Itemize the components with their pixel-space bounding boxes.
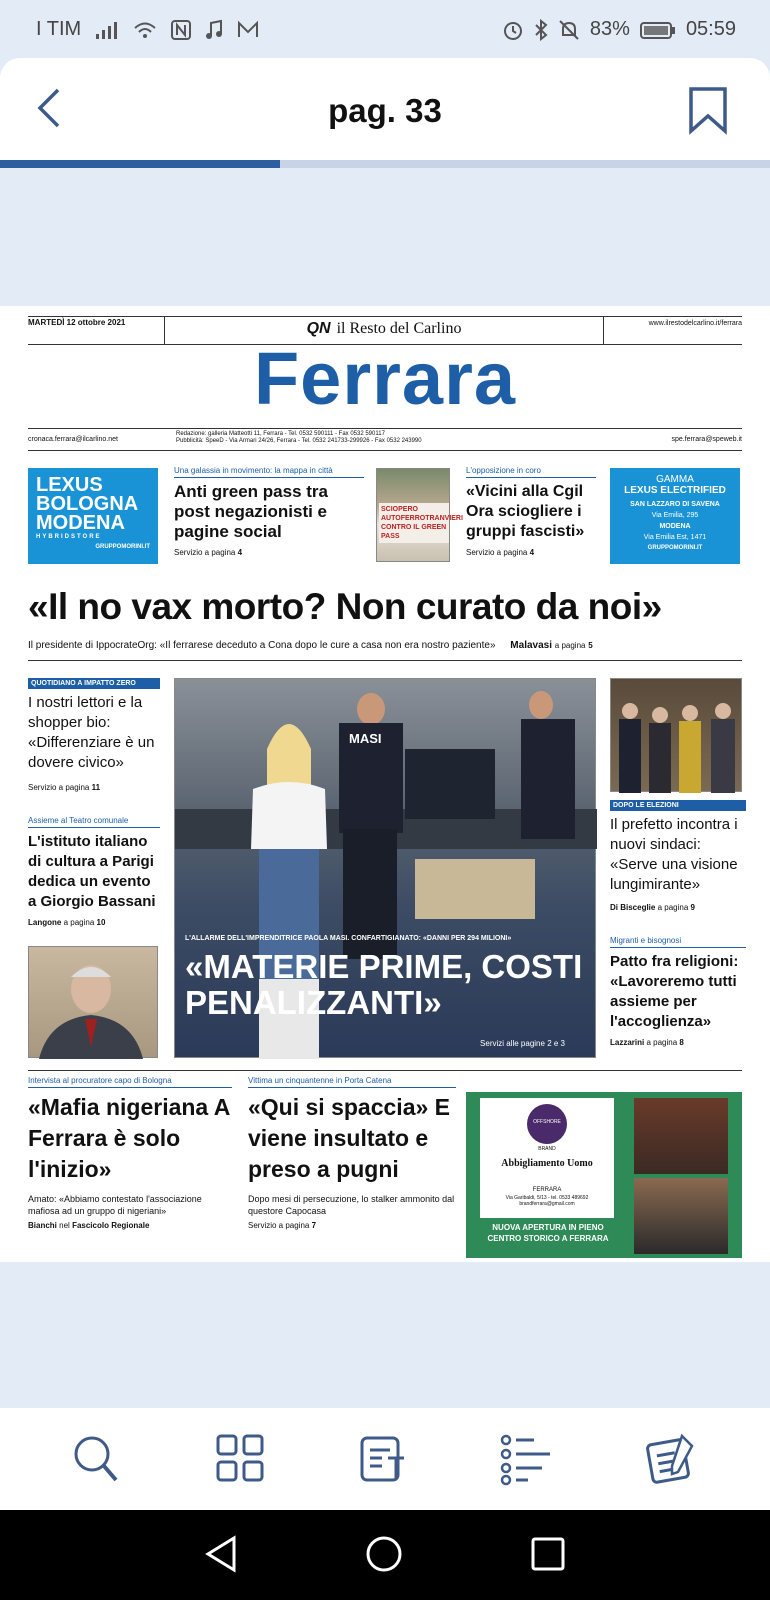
subhead-text: Il presidente di IppocrateOrg: «Il ferrarese deceduto a Cona dopo le cure a casa non era nostro paziente»: [28, 640, 496, 651]
ad-line: MODENA: [659, 523, 691, 530]
store-city: FERRARA: [532, 1187, 562, 1193]
ref-text: Servizio a pagina: [248, 1221, 310, 1230]
bottom-toolbar: [0, 1408, 770, 1510]
site-url: www.ilrestodelcarlino.it/ferrara: [648, 320, 742, 327]
divider: [28, 660, 742, 661]
offshore-ad[interactable]: [466, 1092, 742, 1258]
pubblicita-line: Pubblicità: SpeeD - Via Armari 24/26, Ferrara - Tel. 0532 241733-299926 - Fax 0532 243990: [176, 438, 422, 444]
story-cgil[interactable]: [466, 466, 596, 557]
qn-logo: QN: [306, 320, 331, 337]
story-subhead: Amato: «Abbiamo contestato l'associazione mafiosa ad un gruppo di nigeriani»: [28, 1194, 202, 1216]
ad-banner-text: NUOVA APERTURA IN PIENO CENTRO STORICO A FERRARA: [487, 1223, 609, 1243]
wifi-icon: [133, 20, 157, 40]
story-headline: «Vicini alla Cgil Ora sciogliere i gruppi fascisti»: [466, 483, 585, 540]
ref-text: a pagina: [554, 641, 586, 650]
redazione-line: Redazione: galleria Matteotti 11, Ferrara - Tel. 0532 590111 - Fax 0532 590117: [176, 431, 385, 437]
story-ref: [174, 548, 364, 557]
ref-page: 4: [529, 548, 535, 557]
contents-list-button[interactable]: [500, 1432, 552, 1486]
story-shopper-bio[interactable]: [28, 678, 160, 792]
list-icon: [500, 1432, 552, 1486]
prefetto-photo[interactable]: [610, 678, 742, 792]
alarm-icon: [502, 19, 524, 41]
recents-square-icon[interactable]: [528, 1534, 568, 1574]
photo-headline: «MATERIE PRIME, COSTI PENALIZZANTI»: [185, 948, 583, 1021]
story-ref: [610, 903, 746, 912]
story-headline: L'istituto italiano di cultura a Parigi dedica un evento a Giorgio Bassani: [28, 833, 156, 910]
protest-sign-text: SCIOPERO AUTOFERROTRANVIERI CONTRO IL GREEN PASS: [379, 503, 449, 543]
mail-icon: [237, 20, 259, 40]
ref-page: 8: [679, 1038, 684, 1047]
story-ref: [466, 548, 596, 557]
story-headline: Patto fra religioni: «Lavoreremo tutti assieme per l'accoglienza»: [610, 953, 739, 1030]
masthead-name: il Resto del Carlino: [336, 320, 462, 337]
story-spaccio[interactable]: [248, 1076, 456, 1230]
ad-line: GRUPPOMORINI.IT: [647, 545, 703, 551]
story-kicker: Migranti e bisognosi: [610, 936, 746, 948]
carrier-label: I TIM: [36, 18, 82, 40]
progress-fill: [0, 160, 280, 168]
article-view-button[interactable]: [358, 1432, 410, 1486]
logo-sub: BRAND: [538, 1146, 556, 1152]
ref-text: Servizi alle pagine: [480, 1039, 545, 1048]
redazione-info: [176, 431, 596, 445]
ad-store-panel: [480, 1098, 614, 1218]
grid-icon: [214, 1432, 266, 1486]
battery-icon: [640, 20, 676, 40]
ref-text: Servizio a pagina: [28, 783, 90, 792]
ad-line: LEXUS: [36, 474, 103, 496]
story-kicker: QUOTIDIANO A IMPATTO ZERO: [28, 678, 160, 689]
ref-page: 5: [588, 641, 593, 650]
story-headline: «Mafia nigeriana A Ferrara è solo l'inizio»: [28, 1094, 230, 1182]
ref-text: a pagina: [657, 903, 689, 912]
story-ref: [248, 1221, 456, 1230]
ref-text: Servizio a pagina: [174, 548, 236, 557]
story-kicker: Vittima un cinquantenne in Porta Catena: [248, 1076, 456, 1088]
ad-line: LEXUS ELECTRIFIED: [624, 485, 726, 496]
story-mafia[interactable]: [28, 1076, 232, 1230]
nfc-icon: [171, 20, 191, 40]
main-headline[interactable]: «Il no vax morto? Non curato da noi»: [28, 586, 662, 627]
home-circle-icon[interactable]: [364, 1534, 404, 1574]
divider: [28, 428, 742, 429]
photo-kicker: L'ALLARME DELL'IMPRENDITRICE PAOLA MASI. CONFARTIGIANATO: «DANNI PER 294 MILIONI»: [185, 935, 512, 942]
story-subhead: Dopo mesi di persecuzione, lo stalker ammonito dal questore Capocasa: [248, 1194, 455, 1216]
bookmark-button[interactable]: [688, 86, 728, 134]
store-photo-bottom: [634, 1178, 728, 1254]
ad-line: BOLOGNA: [36, 493, 139, 515]
ref-page: Fascicolo Regionale: [72, 1221, 150, 1230]
story-ref: [28, 918, 160, 927]
shirt-logo: MASI: [349, 731, 382, 746]
main-subhead: [28, 640, 748, 651]
author-name: Bianchi: [28, 1221, 57, 1230]
music-icon: [205, 20, 223, 40]
divider: [28, 450, 742, 451]
author-name: Di Bisceglie: [610, 903, 656, 912]
portrait-illustration: [29, 947, 159, 1059]
story-kicker: Intervista al procuratore capo di Bologna: [28, 1076, 232, 1088]
store-address: Via Garibaldi, 5/13 - tel. 0533 489692: [505, 1195, 589, 1201]
story-ref: [28, 783, 160, 792]
ref-text: Servizio a pagina: [466, 548, 528, 557]
lexus-ad-right[interactable]: [610, 468, 740, 564]
author-name: Malavasi: [510, 640, 552, 651]
newspaper-page[interactable]: [0, 306, 770, 1262]
top-app-bar: [0, 58, 770, 160]
story-bassani[interactable]: [28, 816, 160, 927]
logo-text: OFFSHORE: [533, 1119, 561, 1125]
clock: 05:59: [685, 18, 736, 40]
reading-progress-bar: [0, 160, 770, 168]
masi-photo[interactable]: [174, 678, 596, 1058]
article-icon: [358, 1432, 410, 1486]
battery-percent: 83%: [589, 18, 630, 40]
ref-text: a pagina: [63, 918, 95, 927]
notes-icon: [646, 1432, 698, 1486]
search-icon: [70, 1432, 122, 1486]
author-name: Langone: [28, 918, 62, 927]
story-ref: [610, 1038, 746, 1047]
story-green-pass[interactable]: [174, 466, 364, 557]
ad-line: Via Emilia Est, 1471: [643, 534, 707, 541]
story-headline: Anti green pass tra post negazionisti e pagine social: [174, 482, 328, 541]
system-navigation-bar: [0, 1510, 770, 1600]
story-kicker: Assieme al Teatro comunale: [28, 816, 160, 828]
bluetooth-icon: [534, 19, 548, 41]
issue-date: MARTEDÌ 12 ottobre 2021: [28, 318, 126, 327]
ad-line: Via Emilia, 295: [651, 512, 699, 519]
back-triangle-icon[interactable]: [202, 1534, 242, 1574]
ad-line: GRUPPOMORINI.IT: [95, 544, 150, 550]
story-religioni[interactable]: [610, 936, 746, 1047]
story-headline: «Qui si spaccia» E viene insultato e preso a pugni: [248, 1094, 451, 1182]
ad-line: SAN LAZZARO DI SAVENA: [630, 501, 720, 508]
ads-email: spe.ferrara@speweb.it: [671, 436, 742, 443]
protest-photo[interactable]: [376, 468, 463, 562]
story-text: I nostri lettori e la shopper bio: «Differenziare è un dovere civico»: [28, 694, 155, 771]
group-illustration: [611, 679, 743, 793]
page-title: pag. 33: [328, 92, 442, 129]
ref-page: 4: [237, 548, 243, 557]
signal-icon: [95, 20, 119, 40]
pages-grid-button[interactable]: [214, 1432, 266, 1486]
offshore-logo: [527, 1104, 567, 1144]
contact-email: cronaca.ferrara@ilcarlino.net: [28, 436, 118, 443]
photo-ref: [480, 1039, 565, 1048]
story-ref: [28, 1221, 232, 1230]
notes-button[interactable]: [646, 1432, 698, 1486]
ref-text: nel: [59, 1221, 70, 1230]
story-kicker: Una galassia in movimento: la mappa in città: [174, 466, 364, 478]
store-name: Abbigliamento Uomo: [501, 1158, 593, 1169]
story-kicker: DOPO LE ELEZIONI: [610, 800, 746, 811]
city-edition-title: Ferrara: [253, 337, 517, 420]
divider: [28, 1070, 742, 1071]
story-kicker: L'opposizione in coro: [466, 466, 596, 478]
ad-line: HYBRIDSTORE: [36, 534, 102, 540]
story-prefetto[interactable]: [610, 800, 746, 912]
status-bar: [0, 0, 770, 58]
ref-page: 2 e 3: [547, 1039, 565, 1048]
bookmark-icon: [688, 86, 728, 134]
lexus-ad-left[interactable]: [28, 468, 158, 564]
story-text: Il prefetto incontra i nuovi sindaci: «Serve una visione lungimirante»: [610, 816, 738, 893]
ref-page: 11: [91, 783, 101, 792]
ad-line: MODENA: [36, 512, 125, 534]
ad-line: GAMMA: [656, 474, 694, 485]
ref-text: a pagina: [646, 1038, 678, 1047]
store-photo-top: [634, 1098, 728, 1174]
bassani-photo[interactable]: [28, 946, 158, 1058]
ref-page: 9: [690, 903, 695, 912]
store-email: brandferrara@gmail.com: [519, 1201, 575, 1207]
author-name: Lazzarini: [610, 1038, 645, 1047]
mute-bell-icon: [558, 19, 580, 41]
ref-page: 7: [311, 1221, 317, 1230]
search-button[interactable]: [70, 1432, 122, 1486]
ref-page: 10: [96, 918, 106, 927]
